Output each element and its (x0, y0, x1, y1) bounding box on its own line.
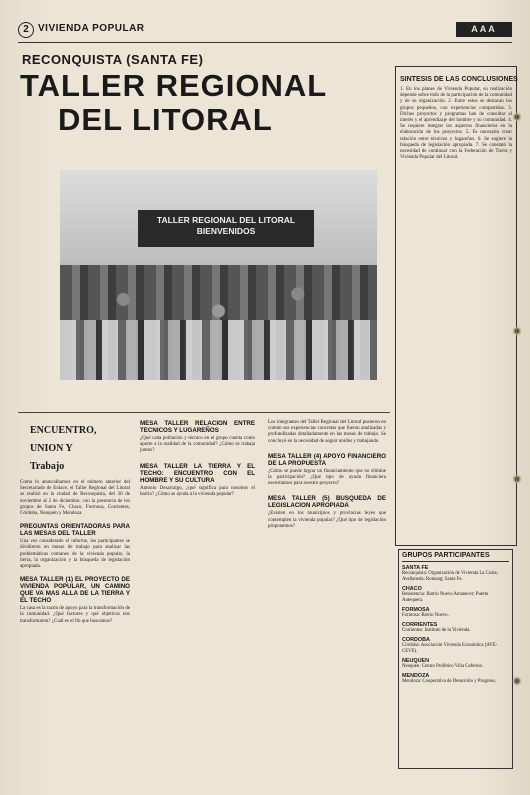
grupo-province: SANTA FE (402, 565, 429, 571)
event-photo (60, 170, 377, 380)
mesa1-heading: MESA TALLER (1) EL PROYECTO DE VIVIENDA POPULAR, UN CAMINO QUE VA MAS ALLA DE LA TIERRA Y EL TECHO (20, 576, 130, 605)
grupo-item (402, 673, 509, 685)
article-kicker: RECONQUISTA (SANTA FE) (22, 52, 204, 67)
grupos-box (398, 549, 513, 769)
mesa5-text: ¿Existen en los municipios y provincias leyes que contemplen la vivienda popular? ¿Qué tipo de legislación proponemos? (268, 511, 386, 529)
column-3 (268, 420, 386, 530)
page-number: 2 (18, 22, 34, 38)
pin-icon (512, 326, 522, 336)
headline-line-1: TALLER REGIONAL (20, 68, 328, 103)
pin-icon (512, 676, 522, 686)
grupo-text: Formosa: Barrio Nuevo. (402, 613, 449, 618)
grupo-province: CORDOBA (402, 637, 430, 643)
grupo-province: CORRIENTES (402, 622, 438, 628)
preguntas-text: Una vez considerado el informe, los participantes se dividieron en mesas de trabajo para analizar las problemáticas comunes de la vivienda popular, la tierra, la organización y la búsqueda de legislación apropiada. (20, 539, 130, 570)
page-header (18, 20, 512, 43)
mesa4-text: ¿Cómo se puede lograr un financiamiento que no elimine la participación? ¿Qué tipo de ayuda financiera necesitamos para nuestro proyecto? (268, 468, 386, 487)
photo-banner (138, 210, 314, 247)
grupo-province: NEUQUEN (402, 658, 429, 664)
grupo-province: FORMOSA (402, 607, 430, 613)
sidebar-title: SINTESIS DE LAS CONCLUSIONES (400, 76, 518, 83)
grupo-text: Reconquista: Organización de Vivienda La Costa; Avellaneda; Romang; Santa Fe. (402, 571, 498, 582)
headline-line-2: DEL LITORAL (58, 102, 273, 137)
grupo-item (402, 637, 509, 655)
subhead-line: UNION Y (30, 443, 73, 454)
subhead-line: Trabajo (30, 461, 65, 472)
pin-icon (512, 112, 522, 122)
divider (18, 412, 390, 413)
grupo-item (402, 586, 509, 604)
mesa2-text: ¿Qué cada población y técnico en el grupo cuenta como aporte a la realidad de la comunidad? ¿Cómo se trabaja juntos? (140, 436, 255, 454)
col3-text: Los integrantes del Taller Regional del Litoral pusieron en común sus experiencias concretas que fueron analizadas y profundizadas detalladamente en las mesas de trabajo. Se concluyó en la necesidad de seguir unidos y trabajando. (268, 420, 386, 444)
column-2 (140, 420, 255, 498)
photo-banner-title: TALLER REGIONAL DEL LITORAL (156, 215, 296, 225)
grupo-item (402, 607, 509, 619)
grupo-item (402, 622, 509, 634)
mesa5-heading: MESA TALLER (5) BUSQUEDA DE LEGISLACION APROPIADA (268, 495, 386, 510)
photo-banner-welcome: BIENVENIDOS (196, 226, 256, 236)
grupo-text: Neuquén: Centro Profético Villa Ceferino. (402, 664, 484, 669)
mesa2-heading: MESA TALLER RELACION ENTRE TECNICOS Y LUGAREÑOS (140, 420, 255, 434)
intro-text: Como lo anunciábamos en el número anterior del Secretariado de Enlace, el Taller Regional del Litoral se realizó en la ciudad de Reconquista, del 30 de noviembre al 2 de diciembre, con la presencia de los grupos de Santa Fe, Chaco, Formosa, Corrientes, Córdoba, Neuquén y Mendoza. (20, 480, 130, 517)
grupo-item (402, 658, 509, 670)
grupo-text: Resistencia: Barrio Nuevo Amanecer; Puerto Antequera. (402, 592, 489, 603)
preguntas-heading: PREGUNTAS ORIENTADORAS PARA LAS MESAS DEL TALLER (20, 523, 130, 538)
mesa1-text: La casa es la razón de apoyo para la transformación de la comunidad. ¿Qué factores y qué objetivos nos transformaron? ¿Cuál es el fin que buscamos? (20, 606, 130, 624)
grupo-province: CHACO (402, 586, 422, 592)
mesa4-heading: MESA TALLER (4) APOYO FINANCIERO DE LA PROPUESTA (268, 452, 386, 467)
pin-icon (512, 474, 522, 484)
grupo-text: Córdoba: Asociación Vivienda Económica (AVE-CEVE). (402, 643, 498, 654)
subhead-block (30, 422, 96, 476)
section-title: VIVIENDA POPULAR (38, 23, 145, 34)
grupo-text: Mendoza: Cooperativa de Desarrollo y Progreso. (402, 679, 497, 684)
sidebar-text: 1. En los planes de Vivienda Popular, su realización depende sobre todo de la participación de la comunidad y de su organización. 2. Entre estos se destacan los grupos pequeños, con experiencias compartidas. 3. Dichos proyectos y programas han de consultar al interés y el aprendizaje del hombre y su comunidad. 4. Se requiere integrar los aspectos financieros en la elaboración de los proyectos. 5. Es necesario crear relación entre técnicos y lugareños. 6. Se sugiere la búsqueda de legislación apropiada. 7. Se constató la necesidad de continuar con la Federación de Tierra y Vivienda Popular del Litoral. (400, 87, 512, 161)
mesa3-heading: MESA TALLER LA TIERRA Y EL TECHO: ENCUENTRO CON EL HOMBRE Y SU CULTURA (140, 462, 255, 484)
grupo-province: MENDOZA (402, 673, 430, 679)
publication-logo: AAA (456, 22, 512, 37)
grupos-title: GRUPOS PARTICIPANTES (402, 552, 509, 562)
mesa3-text: Antonio Desarraigo, ¿qué significa para nosotros el barrio? ¿Cómo se ayuda a la vivienda popular? (140, 485, 255, 497)
subhead-line: ENCUENTRO, (30, 425, 97, 436)
grupo-text: Corrientes: Instituto de la Vivienda. (402, 628, 471, 633)
grupo-item (402, 565, 509, 583)
column-1 (20, 480, 130, 625)
